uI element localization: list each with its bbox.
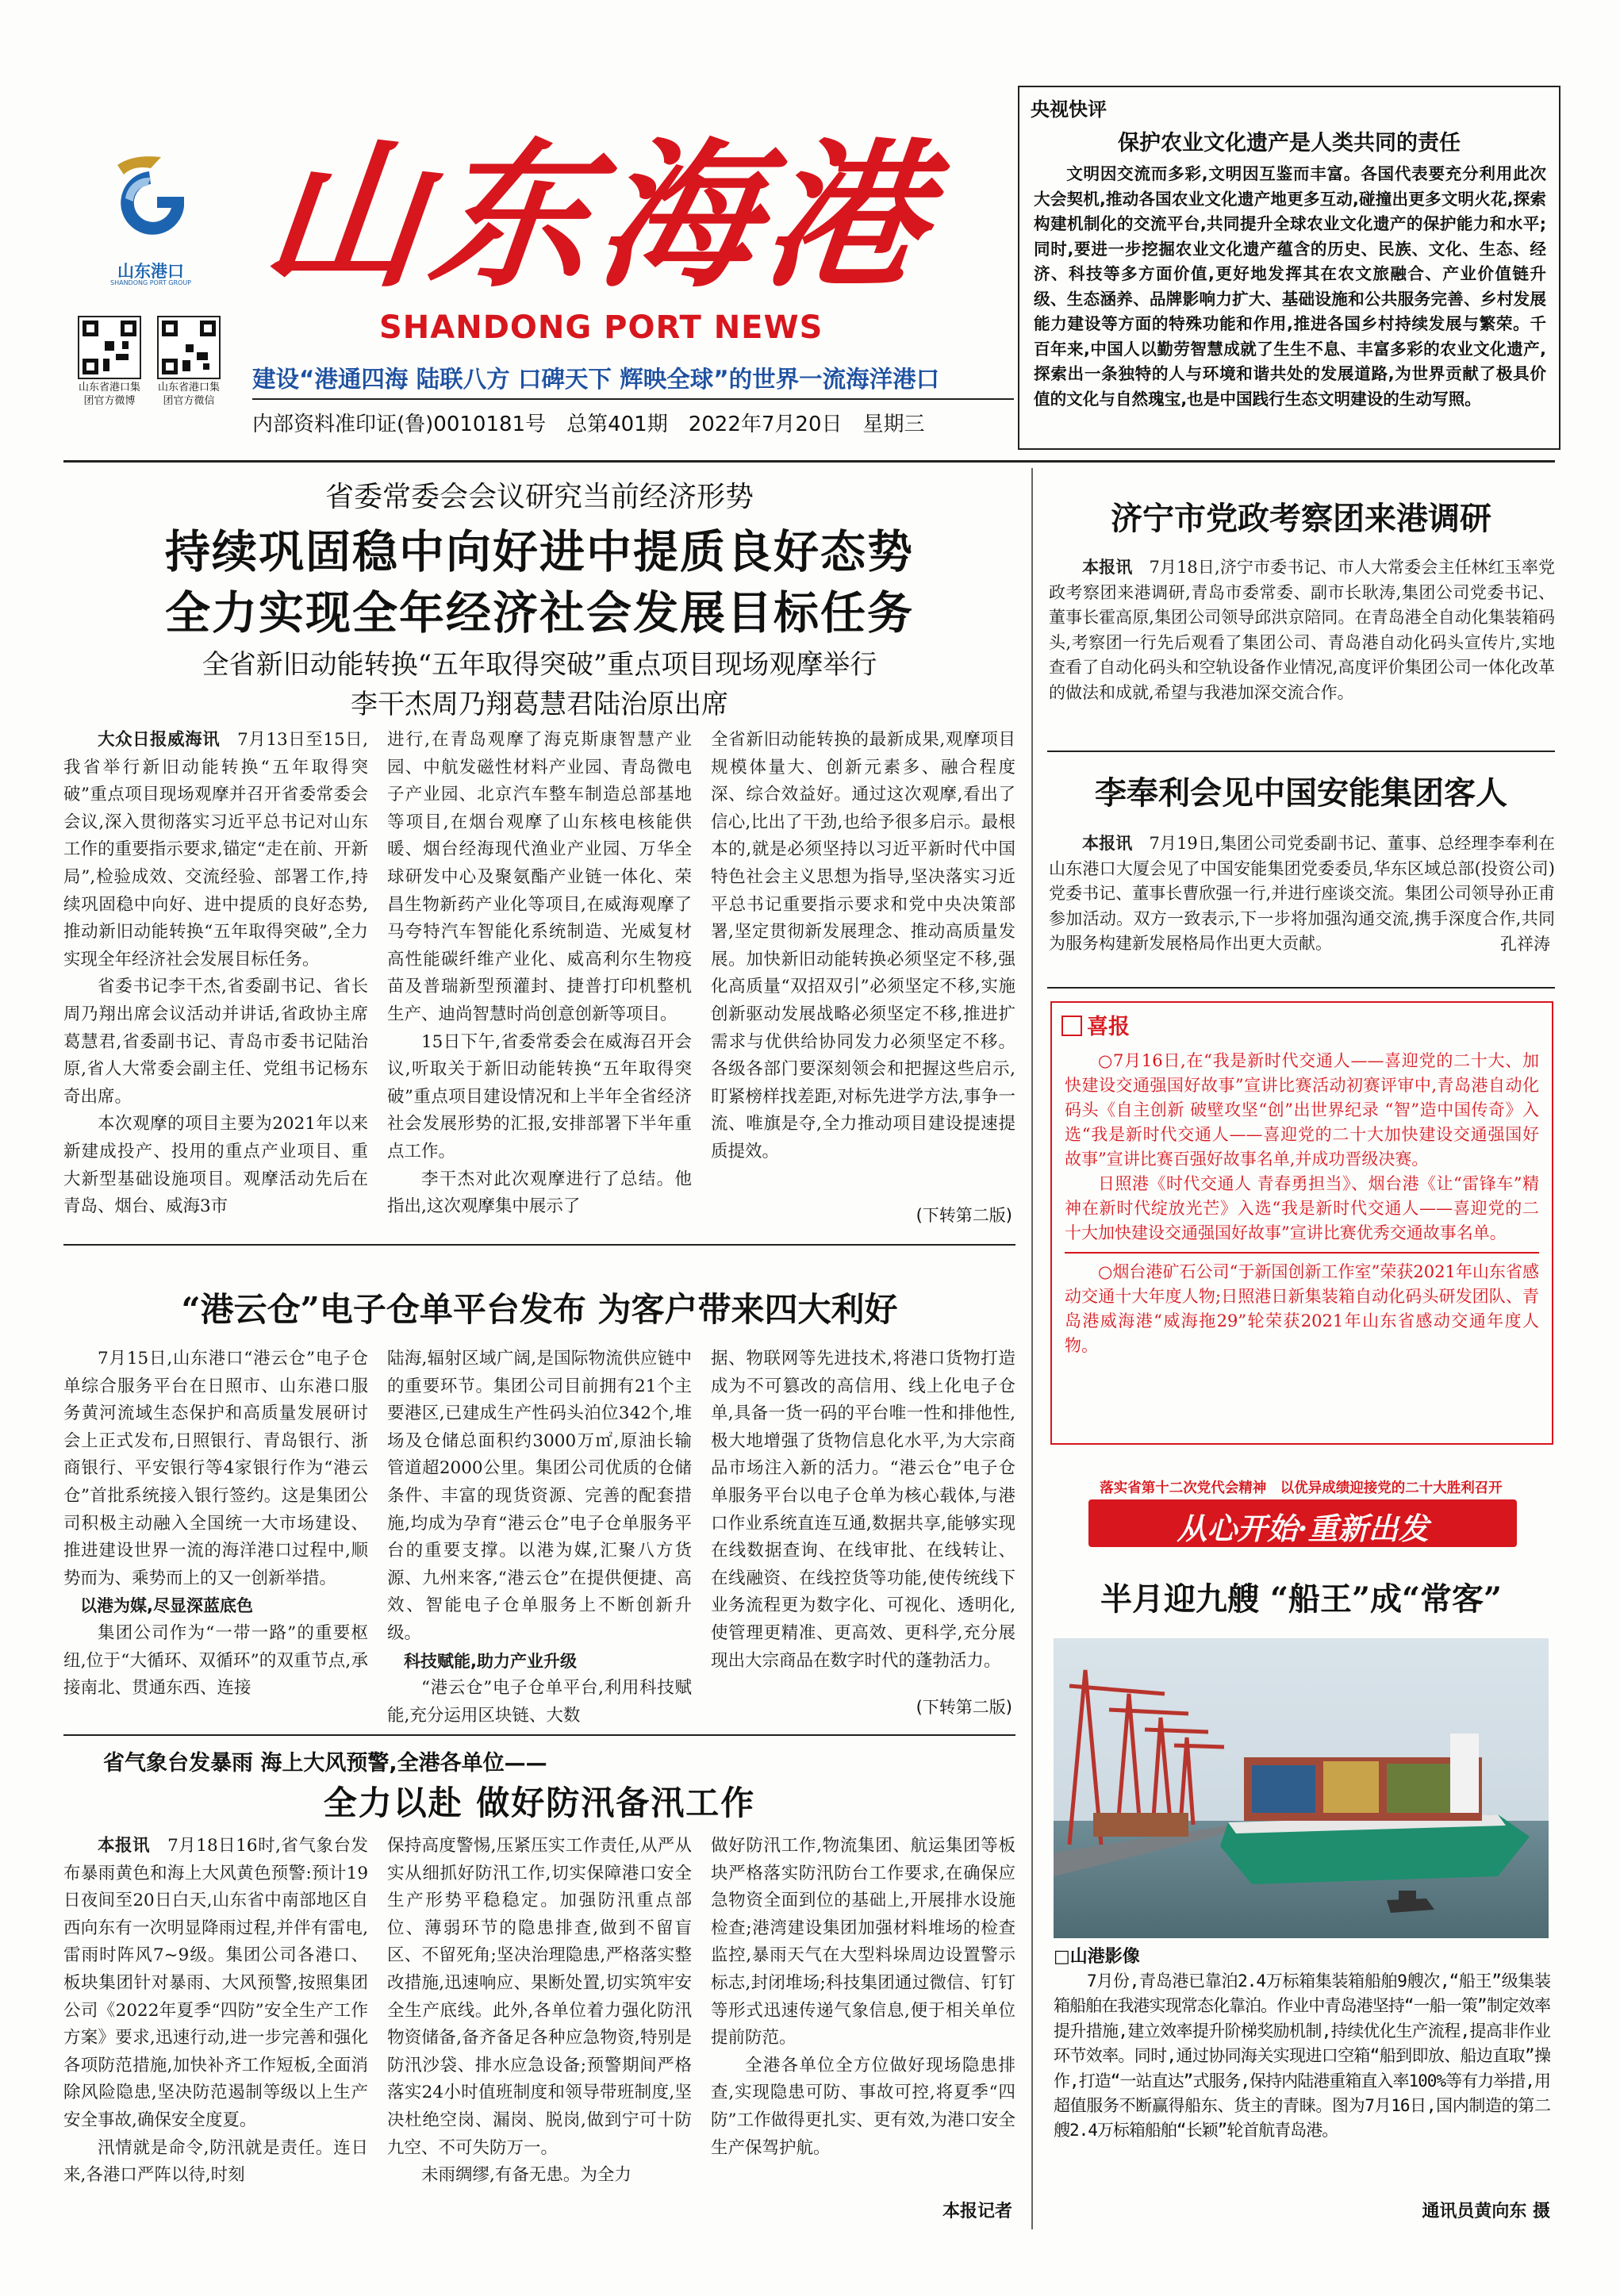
lead-deck-1: 全省新旧动能转换“五年取得突破”重点项目现场观摩举行 (202, 649, 877, 681)
lead-headline-1: 持续巩固稳中向好进中提质良好态势 (165, 526, 914, 578)
section-rule (63, 1244, 1015, 1246)
masthead-subtitle: SHANDONG PORT NEWS (379, 309, 823, 346)
flood-dateline: 本报讯 (98, 1836, 151, 1856)
gangyun-column-3 (711, 1346, 1015, 1687)
banner-main-text: 从心开始·重新出发 (1177, 1511, 1429, 1546)
ships-caption: 7月份,青岛港已靠泊2.4万标箱集装箱船舶9艘次,“船王”级集装箱船舶在我港实现常态化靠泊。作业中青岛港坚持“一船一策”制定效率提升措施,建立效率提升阶梯奖励机制,持续优化生产流程,提高非作业环节效率。同时,通过协同海关实现进口空箱“船到即放、船边直取”操作,打造“一站直达”式服务,保持内陆港重箱直入率100%等有力举措,用超值服务不断赢得船东、货主的青睐。图为7月16日,国内制造的第二艘2.4万标箱船舶“长颖”轮首航青岛港。 (1054, 1972, 1550, 2141)
lead-continued: (下转第二版) (916, 1206, 1012, 1225)
flood-headline: 全力以赴 做好防汛备汛工作 (323, 1783, 756, 1822)
gangyun-column-2 (387, 1346, 692, 1742)
gangyun-paragraph: “港云仓”电子仓单平台,利用科技赋能,充分运用区块链、大数 (387, 1678, 692, 1726)
gangyun-paragraph: 集团公司作为“一带一路”的重要枢纽,位于“大循环、双循环”的双重节点,承接南北、贯通东西、连接 (63, 1622, 368, 1699)
commentary-title: 保护农业文化遗产是人类共同的责任 (1118, 131, 1461, 155)
gangyun-paragraph: 陆海,辐射区域广阔,是国际物流供应链中的重要环节。集团公司目前拥有21个主要港区,已建成生产性码头泊位342个,堆场及仓储总面积约3000万㎡,原油长输管道超2000公里。集团公司优质的仓储条件、丰富的现货资源、完善的配套措施,均成为孕育“港云仓”电子仓单服务平台的重要支撑。以港为媒,汇聚八方货源、九州来客,“港云仓”在提供便捷、高效、智能电子仓单服务上不断创新升级。 (387, 1349, 692, 1643)
flood-paragraph: 全港各单位全方位做好现场隐患排查,实现隐患可防、事故可控,将夏季“四防”工作做得更扎实、更有效,为港口安全生产保驾护航。 (711, 2055, 1015, 2158)
lead-deck-2: 李干杰周乃翔葛慧君陆治原出席 (351, 689, 728, 720)
lead-paragraph: 进行,在青岛观摩了海克斯康智慧产业园、中航发磁性材料产业园、青岛微电子产业园、北京汽车整车制造总部基地等项目,在烟台观摩了山东核电核能供暖、烟台经海现代渔业产业园、万华全球研发中心及聚氨酯产业链一体化、荣昌生物新药产业化等项目,在威海观摩了马夸特汽车智能化系统制造、光威复材高性能碳纤维产业化、威高利尔生物疫苗及普瑞新型预灌封、捷普打印机整机生产、迪尚智慧时尚创意创新等项目。 (387, 730, 692, 1024)
banner-top: 落实省第十二次党代会精神 以优异成绩迎接党的二十大胜利召开 (1100, 1480, 1503, 1496)
qr-label-weibo: 山东省港口集团官方微博 (78, 382, 140, 407)
qr-code-weibo (78, 316, 141, 379)
lead-column-3 (711, 727, 1015, 1187)
masthead-slogan: 建设“港通四海 陆联八方 口碑天下 辉映全球”的世界一流海洋港口 (252, 366, 940, 393)
flood-paragraph: 未雨绸缪,有备无患。为全力 (421, 2165, 631, 2186)
container-ship-photo (1054, 1638, 1549, 1938)
gangyun-paragraph: 据、物联网等先进技术,将港口货物打造成为不可篡改的高信用、线上化电子仓单,具备一货一码的平台唯一性和排他性,极大地增强了货物信息化水平,为大宗商品市场注入新的活力。“港云仓”电子仓单服务平台以电子仓单为核心载体,与港口作业系统直连互通,数据共享,能够实现在线数据查询、在线审批、在线转让、在线融资、在线控货等功能,使传统线下业务流程更为数字化、可视化、透明化,使管理更精准、更高效、更科学,充分展现出大宗商品在数字时代的蓬勃活力。 (711, 1349, 1015, 1671)
gangyun-subhead: 科技赋能,助力产业升级 (404, 1651, 577, 1671)
ships-headline: 半月迎九艘 “船王”成“常客” (1100, 1580, 1502, 1618)
lead-headline-2: 全力实现全年经济社会发展目标任务 (165, 587, 914, 639)
flood-author: 本报记者 (942, 2202, 1012, 2221)
jining-body (1049, 555, 1555, 746)
logo-text: 山东港口 (117, 262, 184, 281)
flood-paragraph: 保持高度警惕,压紧压实工作责任,从严从实从细抓好防汛工作,切实保障港口安全生产形势平稳稳定。加强防汛重点部位、薄弱环节的隐患排查,做到不留盲区、不留死角;坚决治理隐患,严格落实整改措施,迅速响应、果断处置,切实筑牢安全生产底线。此外,各单位着力强化防汛物资储备,备齐备足各种应急物资,特别是防汛沙袋、排水应急设备;预警期间严格落实24小时值班制度和领导带班制度,坚决杜绝空岗、漏岗、脱岗,做到宁可十防九空、不可失防万一。 (387, 1836, 692, 2158)
lead-column-2 (387, 727, 692, 1234)
gangyun-headline: “港云仓”电子仓单平台发布 为客户带来四大利好 (181, 1290, 898, 1329)
lifengli-dateline: 本报讯 (1082, 834, 1133, 853)
photo-section-label: □山港影像 (1054, 1947, 1140, 1967)
lead-paragraph: 本次观摩的项目主要为2021年以来新建成投产、投用的重点产业项目、重大新型基础设施项目。观摩活动先后在青岛、烟台、威海3市 (63, 1114, 368, 1217)
square-icon (1061, 1016, 1082, 1036)
commentary-body: 文明因交流而多彩,文明因互鉴而丰富。各国代表要充分利用此次大会契机,推动各国农业文化遗产地更多互动,碰撞出更多文明火花,探索构建机制化的交流平台,共同提升全球农业文化遗产的保护能力和水平;同时,要进一步挖掘农业文化遗产蕴含的历史、民族、文化、生态、经济、科技等多方面价值,更好地发挥其在农文旅融合、产业价值链升级、生态涵养、品牌影响力扩大、基础设施和公共服务完善、乡村发展能力建设等方面的特殊功能和作用,推进各国乡村持续发展与繁荣。千百年来,中国人以勤劳智慧成就了生生不息、丰富多彩的农业文化遗产,探索出一条独特的人与环境和谐共处的发展道路,为世界贡献了极具价值的文化与自然瑰宝,也是中国践行生态文明建设的生动写照。 (1034, 164, 1546, 409)
lead-paragraph: 省委书记李干杰,省委副书记、省长周乃翔出席会议活动并讲话,省政协主席葛慧君,省委副书记、青岛市委书记陆治原,省人大常委会副主任、党组书记杨东奇出席。 (63, 977, 368, 1107)
jining-text: 7月18日,济宁市委书记、市人大常委会主任林红玉率党政考察团来港调研,青岛市委常委、副市长耿涛,集团公司党委书记、董事长霍高原,集团公司领导邱洪京陪同。在青岛港全自动化集装箱码头,考察团一行先后观看了集团公司、青岛港自动化码头宣传片,实地查看了自动化码头和空轨设备作业情况,高度评价集团公司一体化改革的做法和成就,希望与我港加深交流合作。 (1049, 558, 1555, 702)
masthead-title: 山东海港 (255, 123, 942, 309)
lifengli-text: 7月19日,集团公司党委副书记、董事、总经理李奉利在山东港口大厦会见了中国安能集团党委委员,华东区域总部(投资公司)党委书记、董事长曹欣强一行,并进行座谈交流。集团公司领导孙正甫参加活动。双方一致表示,下一步将加强沟通交流,携手深度合作,共同为服务构建新发展格局作出更大贡献。 (1049, 834, 1555, 953)
flood-paragraph: 做好防汛工作,物流集团、航运集团等板块严格落实防汛防台工作要求,在确保应急物资全面到位的基础上,开展排水设施检查;港湾建设集团加强材料堆场的检查监控,暴雨天气在大型料垛周边设置警示标志,封闭堆场;科技集团通过微信、钉钉等形式迅速传递气象信息,便于相关单位提前防范。 (711, 1836, 1015, 2048)
qr-label-wechat: 山东省港口集团官方微信 (157, 382, 220, 407)
jining-dateline: 本报讯 (1082, 558, 1133, 577)
section-rule (1047, 751, 1555, 752)
commentary-box (1018, 86, 1560, 450)
lifengli-author: 孔祥涛 (1500, 935, 1550, 954)
top-section-rule (63, 460, 1555, 463)
lead-column-1 (63, 727, 368, 1234)
flood-paragraph: 汛情就是命令,防汛就是责任。连日来,各港口严阵以待,时刻 (63, 2137, 368, 2186)
section-rule (63, 1734, 1015, 1736)
flood-column-1 (63, 1833, 368, 2245)
column-divider (1031, 468, 1033, 2229)
gangyun-column-1 (63, 1346, 368, 1742)
masthead-rule (252, 398, 1014, 400)
xibao-paragraph: ○烟台港矿石公司“于新国创新工作室”荣获2021年山东省感动交通十大年度人物;日照港日新集装箱自动化码头研发团队、青岛港威海港“威海拖29”轮荣获2021年山东省感动交通年度人物。 (1065, 1262, 1539, 1355)
flood-column-3 (711, 1833, 1015, 2190)
flood-paragraph: 7月18日16时,省气象台发布暴雨黄色和海上大风黄色预警:预计19日夜间至20日白天,山东省中南部地区自西向东有一次明显降雨过程,并伴有雷电,雷雨时阵风7~9级。集团公司各港口、板块集团针对暴雨、大风预警,按照集团公司《2022年夏季“四防”安全生产工作方案》要求,迅速行动,进一步完善和强化各项防范措施,加快补齐工作短板,全面消除风险隐患,坚决防范遏制等级以上生产安全事故,确保安全度夏。 (63, 1836, 368, 2130)
ships-photo-credit: 通讯员黄向东 摄 (1422, 2202, 1550, 2221)
issue-line: 内部资料准印证(鲁)0010181号 总第401期 2022年7月20日 星期三 (252, 413, 925, 436)
lifengli-headline: 李奉利会见中国安能集团客人 (1095, 774, 1507, 812)
flood-column-2 (387, 1833, 692, 2245)
lead-paragraph: 李干杰对此次观摩进行了总结。他指出,这次观摩集中展示了 (387, 1169, 692, 1217)
gangyun-paragraph: 7月15日,山东港口“港云仓”电子仓单综合服务平台在日照市、山东港口服务黄河流域生态保护和高质量发展研讨会上正式发布,日照银行、青岛银行、浙商银行、平安银行等4家银行作为“港云仓”首批系统接入银行签约。这是集团公司积极主动融入全国统一大市场建设、推进建设世界一流的海洋港口过程中,顺势而为、乘势而上的又一创新举措。 (63, 1349, 368, 1588)
xibao-paragraph: ○7月16日,在“我是新时代交通人——喜迎党的二十大、加快建设交通强国好故事”宣讲比赛活动初赛评审中,青岛港自动化码头《自主创新 破壁攻坚“创”出世界纪录 “智”造中国传奇》入选“我是新时代交通人——喜迎党的二十大加快建设交通强国好故事”宣讲比赛百强好故事名单,并成功晋级决赛。 (1065, 1051, 1539, 1169)
gangyun-continued: (下转第二版) (916, 1698, 1012, 1717)
lead-paragraph: 7月13日至15日,我省举行新旧动能转换“五年取得突破”重点项目现场观摩并召开省委常委会会议,深入贯彻落实习近平总书记对山东工作的重要指示要求,锚定“走在前、开新局”,检验成效、交流经验、部署工作,持续巩固稳中向好、进中提质的良好态势,推动新旧动能转换“五年取得突破”,全力实现全年经济社会发展目标任务。 (63, 730, 368, 969)
lead-paragraph: 全省新旧动能转换的最新成果,观摩项目规模体量大、创新元素多、融合程度深、综合效益好。通过这次观摩,看出了信心,比出了干劲,也给予很多启示。最根本的,就是必须坚持以习近平新时代中国特色社会主义思想为指导,坚决落实习近平总书记重要指示要求和党中央决策部署,坚定贯彻新发展理念、推动高质量发展。加快新旧动能转换必须坚定不移,强化高质量“双招双引”必须坚定不移,实施创新驱动发展战略必须坚定不移,推进扩需求与优供给协同发力必须坚定不移。各级各部门要深刻领会和把握这些启示,盯紧榜样找差距,对标先进学方法,事争一流、唯旗是夺,全力推动项目建设提速提质提效。 (711, 730, 1015, 1161)
jining-headline: 济宁市党政考察团来港调研 (1111, 500, 1491, 537)
section-rule (1047, 987, 1555, 989)
lead-kicker: 省委常委会会议研究当前经济形势 (324, 481, 754, 513)
commentary-kicker: 央视快评 (1031, 98, 1107, 121)
qr-code-wechat (157, 316, 221, 379)
banner-main (1088, 1499, 1517, 1547)
xibao-box (1050, 1001, 1553, 1445)
masthead (0, 0, 1023, 476)
logo-subtext: SHANDONG PORT GROUP (110, 279, 191, 286)
shandong-port-logo-icon (102, 151, 198, 254)
xibao-paragraph: 日照港《时代交通人 青春勇担当》、烟台港《让“雷锋车”精神在新时代绽放光芒》入选“我是新时代交通人——喜迎党的二十大加快建设交通强国好故事”宣讲比赛优秀交通故事名单。 (1065, 1174, 1539, 1242)
xibao-text (1065, 1049, 1539, 1358)
lead-paragraph: 15日下午,省委常委会在威海召开会议,听取关于新旧动能转换“五年取得突破”重点项目建设情况和上半年全省经济社会发展形势的汇报,安排部署下半年重点工作。 (387, 1031, 692, 1161)
xibao-label: 喜报 (1061, 1009, 1130, 1040)
flood-kicker: 省气象台发暴雨 海上大风预警,全港各单位—— (103, 1751, 547, 1776)
gangyun-subhead: 以港为媒,尽显深蓝底色 (80, 1596, 253, 1616)
lead-dateline: 大众日报威海讯 (98, 730, 221, 750)
